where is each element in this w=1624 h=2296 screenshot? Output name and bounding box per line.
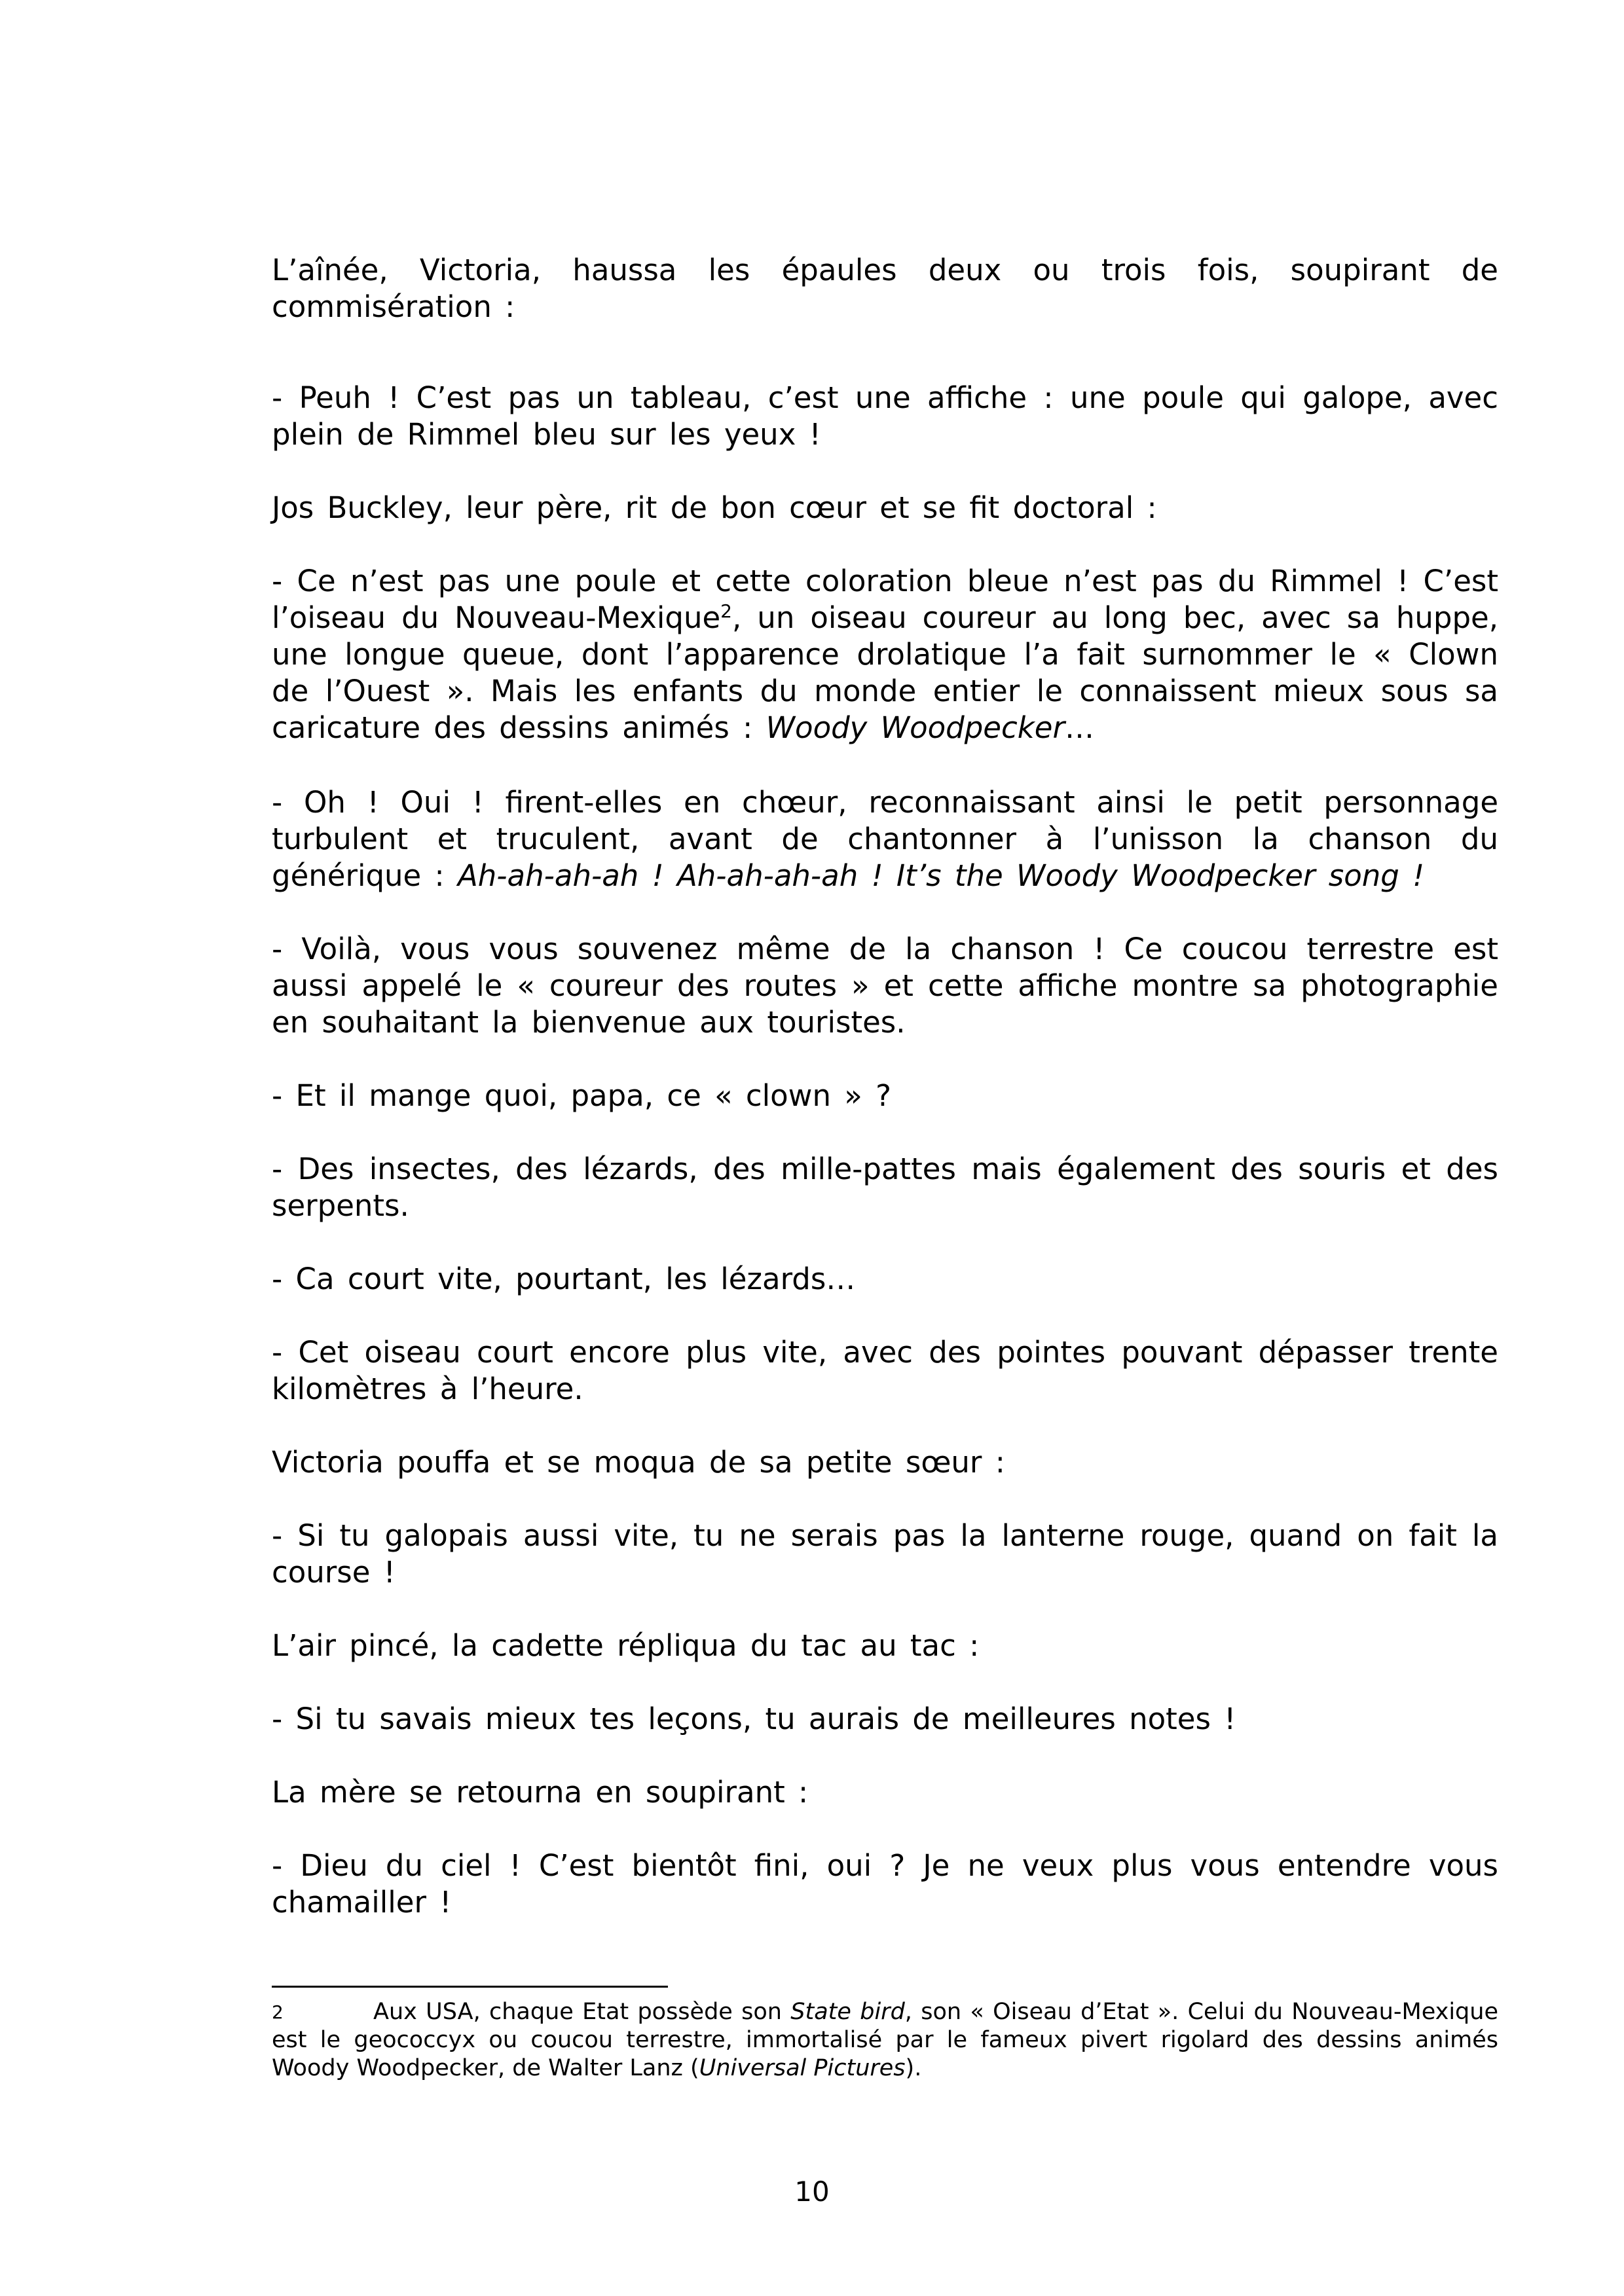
paragraph: La mère se retourna en soupirant : [272, 1775, 809, 1810]
italic-text: Ah-ah-ah-ah ! Ah-ah-ah-ah ! It’s the Woody Woodpecker song ! [458, 858, 1425, 893]
paragraph: - Si tu galopais aussi vite, tu ne serais pas la lanterne rouge, quand on fait la course ! [272, 1518, 1498, 1590]
italic-text: Woody Woodpecker [766, 710, 1065, 745]
paragraph-text: - Ce n’est pas une poule et cette coloration bleue n’est pas du Rimmel ! C’est l’oiseau du Nouveau-Mexique [272, 564, 1498, 635]
paragraph-text: - Oh ! Oui ! firent-elles en chœur, reconnaissant ainsi le petit personnage turbulent et truculent, avant de chantonner à l’unisson la chanson du générique : [272, 785, 1498, 893]
paragraph: L’aînée, Victoria, haussa les épaules deux ou trois fois, soupirant de commisération : [272, 253, 1498, 324]
footnote-number: 2 [272, 2001, 284, 2023]
paragraph: Victoria pouffa et se moqua de sa petite sœur : [272, 1445, 1005, 1480]
paragraph: L’air pincé, la cadette répliqua du tac au tac : [272, 1628, 980, 1663]
paragraph-text: … [1064, 710, 1094, 745]
paragraph: - Si tu savais mieux tes leçons, tu aurais de meilleures notes ! [272, 1702, 1236, 1736]
footnote [272, 1998, 1498, 2083]
page-number: 10 [794, 2176, 830, 2208]
paragraph: - Voilà, vous vous souvenez même de la chanson ! Ce coucou terrestre est aussi appelé le « coureur des routes » et cette affiche montre sa photographie en souhaitant la bienvenue aux touristes. [272, 932, 1498, 1040]
footnote-text: Aux USA, chaque Etat possède son [373, 1999, 791, 2025]
paragraph: - Et il mange quoi, papa, ce « clown » ? [272, 1078, 892, 1113]
paragraph: - Peuh ! C’est pas un tableau, c’est une affiche : une poule qui galope, avec plein de Rimmel bleu sur les yeux ! [272, 380, 1498, 452]
footnote-italic: Universal Pictures [699, 2055, 906, 2081]
paragraph: - Dieu du ciel ! C’est bientôt fini, oui ? Je ne veux plus vous entendre vous chamailler ! [272, 1848, 1498, 1920]
paragraph: - Ca court vite, pourtant, les lézards… [272, 1262, 856, 1296]
footnote-italic: State bird [790, 1999, 905, 2025]
paragraph-with-footnote-ref [272, 563, 1498, 746]
footnote-reference: 2 [720, 600, 732, 622]
footnote-text: ). [905, 2055, 922, 2081]
footnote-separator [272, 1986, 668, 1988]
paragraph: - Des insectes, des lézards, des mille-pattes mais également des souris et des serpents. [272, 1152, 1498, 1223]
paragraph-text: , un oiseau coureur au long bec, avec sa huppe, une longue queue, dont l’apparence drolatique l’a fait surnommer le « Clown de l’Ouest ». Mais les enfants du monde entier le connaissent mieux sous sa caricature des dessins animés : [272, 600, 1498, 745]
paragraph: - Cet oiseau court encore plus vite, avec des pointes pouvant dépasser trente kilomètres à l’heure. [272, 1335, 1498, 1406]
paragraph: Jos Buckley, leur père, rit de bon cœur et se fit doctoral : [272, 490, 1157, 525]
footnote-text: , son « Oiseau d’Etat ». Celui du Nouveau-Mexique est le geococcyx ou coucou terrestre, immortalisé par le fameux pivert rigolard des dessins animés Woody Woodpecker, de Walter Lanz ( [272, 1999, 1498, 2081]
paragraph [272, 784, 1498, 894]
